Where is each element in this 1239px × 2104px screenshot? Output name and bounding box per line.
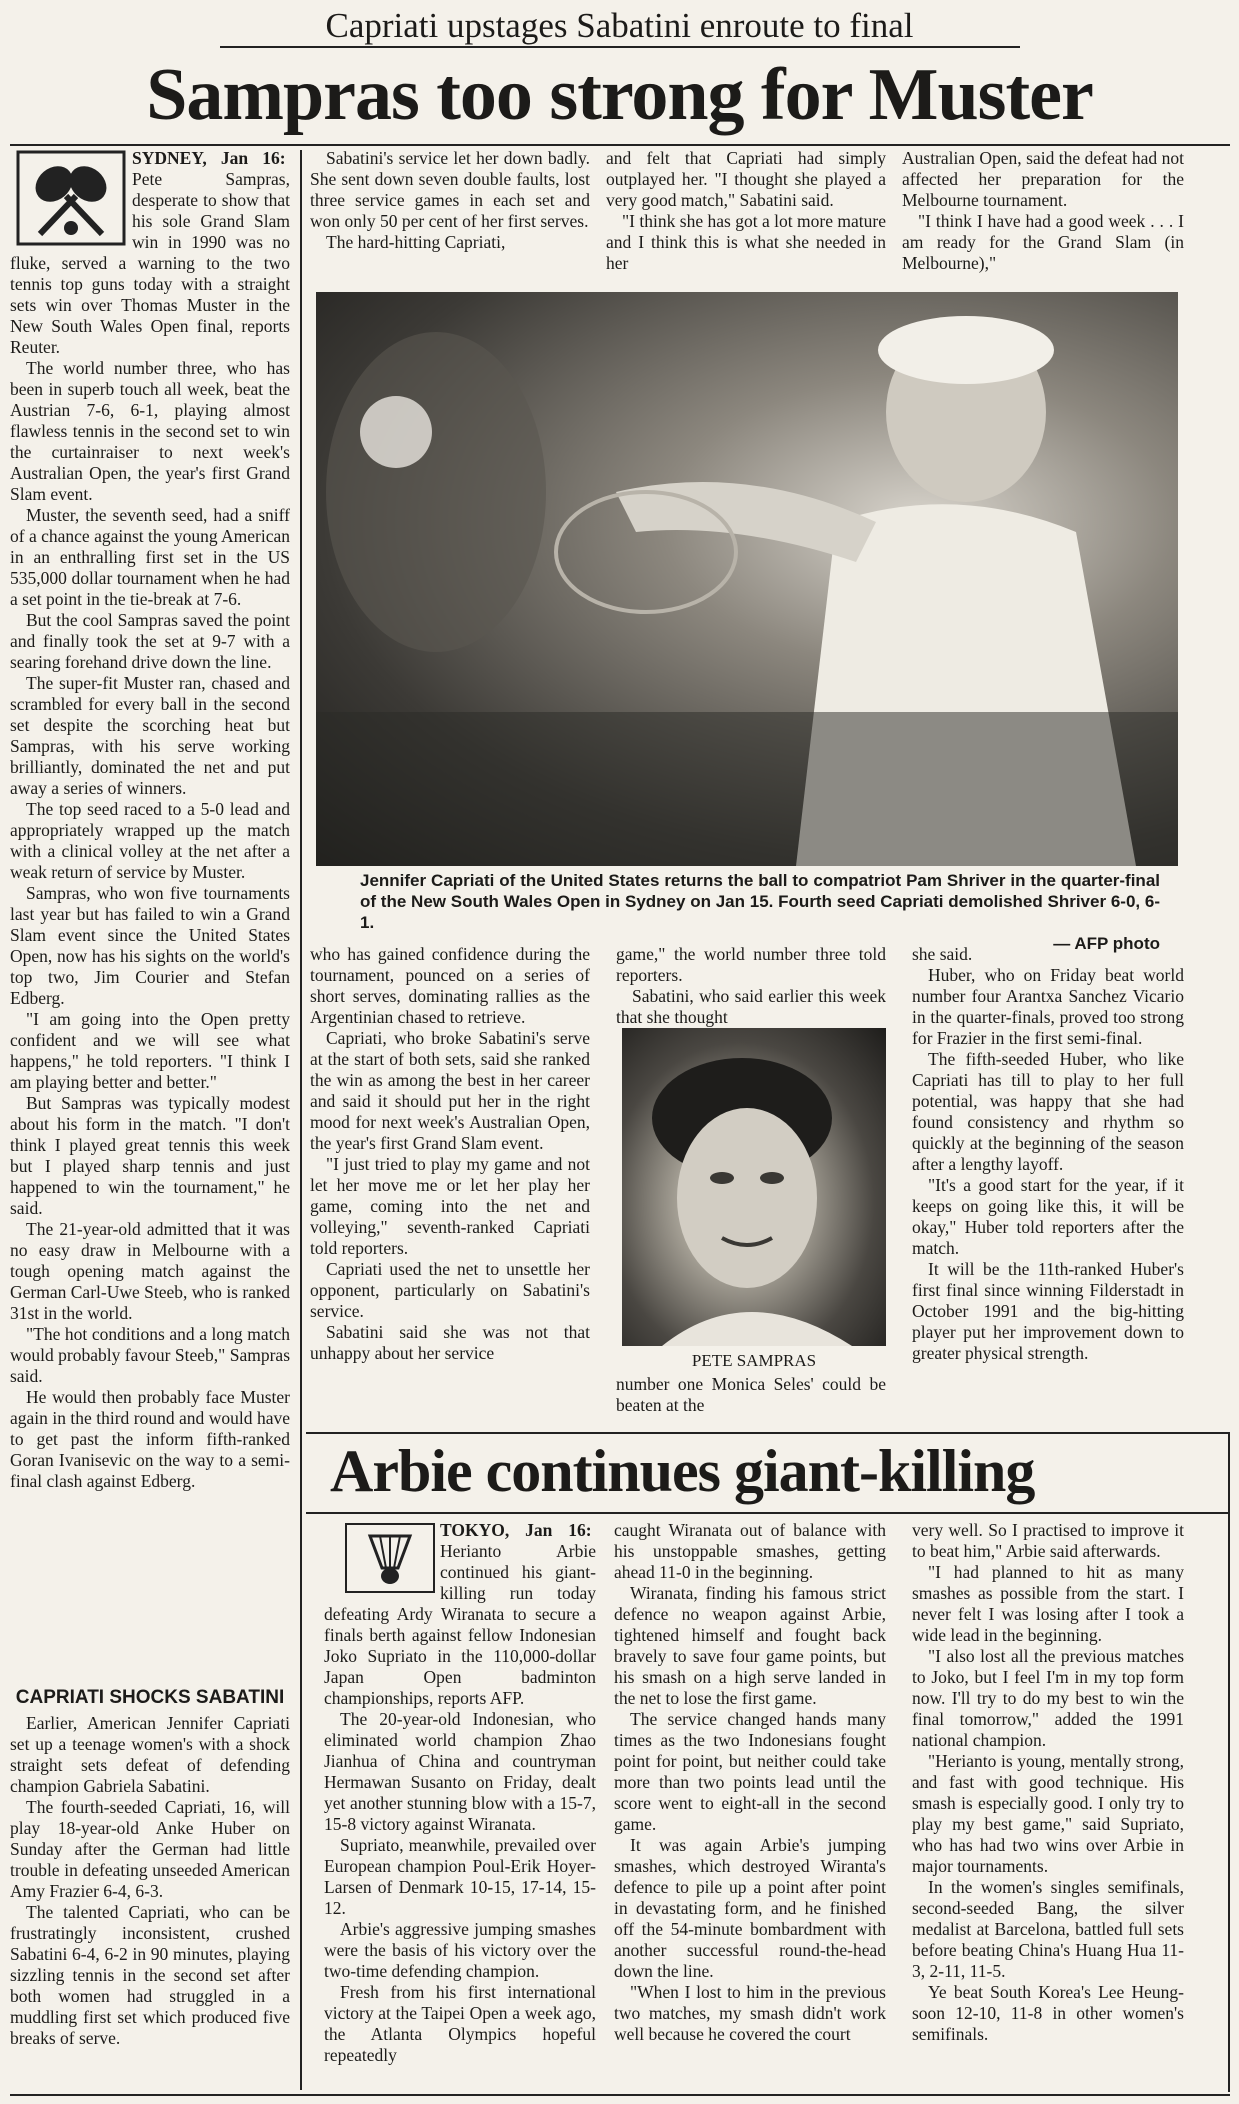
column-rule [300, 150, 302, 2090]
paragraph: It will be the 11th-ranked Huber's first final since winning Filderstadt in October 1991 and the big-hitting player put her improvement down to greater physical strength. [912, 1259, 1184, 1363]
paragraph: Sabatini, who said earlier this week that she thought [616, 986, 886, 1027]
paragraph: "I had planned to hit as many smashes as possible from the start. I never felt I was losing after I took a wide lead in the beginning. [912, 1562, 1184, 1645]
story1-column-3-top [606, 148, 886, 282]
headline-2: Arbie continues giant-killing [330, 1438, 1035, 1504]
paragraph: "I think I have had a good week . . . I am ready for the Grand Slam (in Melbourne)," [902, 211, 1184, 273]
paragraph: But Sampras was typically modest about his form in the match. "I don't think I played great tennis this week but I played sharp tennis and just happened to win the tournament," he said. [10, 1093, 290, 1218]
paragraph: Sabatini's service let her down badly. She sent down seven double faults, lost three service games in each set and won only 50 per cent of her first serves. [310, 148, 590, 231]
story2-dateline: TOKYO, Jan 16: [440, 1520, 592, 1540]
paragraph: caught Wiranata out of balance with his unstoppable smashes, getting ahead 11-0 in the beginning. [614, 1520, 886, 1582]
photo-credit: — AFP photo [1053, 934, 1160, 953]
paragraph: "I think she has got a lot more mature and I think this is what she needed in her [606, 211, 886, 273]
paragraph: The talented Capriati, who can be frustratingly inconsistent, crushed Sabatini 6-4, 6-2 in 90 minutes, playing sizzling tennis in the second set after both women had struggled in a muddling first set which produced five breaks of serve. [10, 1902, 290, 2048]
paragraph: He would then probably face Muster again in the third round and would have to get past the inform fifth-ranked Goran Ivanisevic on the way to a semi-final clash against Edberg. [10, 1387, 290, 1491]
story1-column-2-mid [310, 944, 590, 1428]
paragraph: Arbie's aggressive jumping smashes were the basis of his victory over the two-time defending champion. [324, 1919, 596, 1981]
paragraph: Herianto Arbie continued his giant-killing run today defeating Ardy Wiranata to secure a finals berth against fellow Indonesian Joko Supriato in the 110,000-dollar Japan Open badminton championships, reports AFP. [324, 1541, 596, 1708]
paragraph: Sampras, who won five tournaments last year but has failed to win a Grand Slam event since the United States Open, now has his sights on the world's top two, Jim Courier and Stefan Edberg. [10, 883, 290, 1008]
paragraph: The world number three, who has been in superb touch all week, beat the Austrian 7-6, 6-1, playing almost flawless tennis in the second set to win the curtainraiser to next week's Australian Open, the year's first Grand Slam event. [10, 358, 290, 504]
paragraph: In the women's singles semifinals, second-seeded Bang, the silver medalist at Barcelona, battled full sets before beating China's Huang Hua 11-3, 2-11, 11-5. [912, 1877, 1184, 1981]
paragraph: Sabatini said she was not that unhappy about her service [310, 1322, 590, 1363]
story1-column-3-bottom [616, 1374, 886, 1420]
paragraph: The super-fit Muster ran, chased and scrambled for every ball in the second set despite the scorching heat but Sampras, with his serve working brilliantly, dominated the net and put away a series of winners. [10, 673, 290, 798]
story1-column-1 [10, 148, 290, 1491]
paragraph: she said. [912, 944, 973, 964]
paragraph: Muster, the seventh seed, had a sniff of a chance against the young American in an enthralling first set in the US 535,000 dollar tournament when he had a set point in the tie-break at 7-6. [10, 505, 290, 609]
bottom-rule [10, 2094, 1230, 2096]
paragraph: The top seed raced to a 5-0 lead and appropriately wrapped up the match with a clinical volley at the net after a weak return of service by Muster. [10, 799, 290, 882]
paragraph: Wiranata, finding his famous strict defence no weapon against Arbie, tightened himself and fought back bravely to save four game points, but his smash on a high serve landed in the net to lose the first game. [614, 1583, 886, 1708]
kicker-rule [220, 46, 1020, 48]
paragraph: Supriato, meanwhile, prevailed over European champion Poul-Erik Hoyer-Larsen of Denmark 10-15, 17-14, 15-12. [324, 1835, 596, 1918]
paragraph: The fourth-seeded Capriati, 16, will play 18-year-old Anke Huber on Sunday after the German had little trouble in defeating unseeded American Amy Frazier 6-4, 6-3. [10, 1797, 290, 1901]
right-border [1228, 1432, 1230, 2092]
paragraph: "Herianto is young, mentally strong, and fast with good technique. His smash is especially good. I only try to play my best game," said Supriato, who has had two wins over Arbie in major tournaments. [912, 1751, 1184, 1876]
subhead: CAPRIATI SHOCKS SABATINI [15, 1687, 285, 1708]
headline-2-rule [306, 1512, 1230, 1514]
paragraph: Fresh from his first international victory at the Taipei Open a week ago, the Atlanta Olympics hopeful repeatedly [324, 1982, 596, 2065]
paragraph: very well. So I practised to improve it to beat him," Arbie said afterwards. [912, 1520, 1184, 1561]
paragraph: Capriati, who broke Sabatini's serve at the start of both sets, said she ranked the win as among the best in her career and said it should put her in the right mood for next week's Australian Open, the year's first Grand Slam event. [310, 1028, 590, 1153]
paragraph: But the cool Sampras saved the point and finally took the set at 9-7 with a searing forehand drive down the line. [10, 610, 290, 672]
paragraph: game," the world number three told reporters. [616, 944, 886, 985]
paragraph: "The hot conditions and a long match would probably favour Steeb," Sampras said. [10, 1324, 290, 1386]
paragraph: The fifth-seeded Huber, who like Capriati has till to play to her full potential, was happy that she had found consistency and rhythm so quickly at the beginning of the season after a lengthy layoff. [912, 1049, 1184, 1174]
story2-column-2 [614, 1520, 886, 2092]
paragraph: Ye beat South Korea's Lee Heung-soon 12-10, 11-8 in other women's semifinals. [912, 1982, 1184, 2044]
paragraph: "I just tried to play my game and not let her move me or let her play her game, coming into the net and volleying," seventh-ranked Capriati told reporters. [310, 1154, 590, 1258]
paragraph: who has gained confidence during the tournament, pounced on a series of short serves, dominating rallies as the Argentinian chased to retrieve. [310, 944, 590, 1027]
story2-column-3 [912, 1520, 1184, 2092]
story2-rule [306, 1432, 1230, 1434]
paragraph: Huber, who on Friday beat world number four Arantxa Sanchez Vicario in the quarter-finals, proved too strong for Frazier in the first semi-final. [912, 965, 1184, 1048]
story1-column-2-top [310, 148, 590, 282]
paragraph: and felt that Capriati had simply outplayed her. "I thought she played a very good match," Sabatini said. [606, 148, 886, 210]
paragraph: Capriati used the net to unsettle her opponent, particularly on Sabatini's service. [310, 1259, 590, 1321]
kicker: Capriati upstages Sabatini enroute to final [325, 6, 914, 45]
sampras-photo [622, 1028, 886, 1346]
story1-dateline: SYDNEY, Jan 16: [132, 148, 286, 168]
paragraph: Pete Sampras, desperate to show that his sole Grand Slam win in 1990 was no fluke, served a warning to the two tennis top guns today with a straight sets win over Thomas Muster in the New South Wales Open final, reports Reuter. [10, 169, 290, 357]
story1-column-4-top [902, 148, 1184, 282]
sampras-photo-label: PETE SAMPRAS [691, 1351, 817, 1370]
story1-column-3-mid [616, 944, 886, 1027]
paragraph: The hard-hitting Capriati, [326, 232, 506, 252]
photo-caption [360, 870, 1160, 954]
paragraph: "When I lost to him in the previous two matches, my smash didn't work well because he covered the court [614, 1982, 886, 2044]
headline: Sampras too strong for Muster [146, 54, 1093, 136]
capriati-photo [316, 292, 1178, 866]
caption-text: Jennifer Capriati of the United States returns the ball to compatriot Pam Shriver in the quarter-final of the New South Wales Open in Sydney on Jan 15. Fourth seed Capriati demolished Shriver 6-0, 6-1. [360, 871, 1160, 932]
paragraph: "I am going into the Open pretty confident and we will see what happens," he told reporters. "I think I am playing better and better." [10, 1009, 290, 1092]
paragraph: The 21-year-old admitted that it was no easy draw in Melbourne with a tough opening match against the German Carl-Uwe Steeb, who is ranked 31st in the world. [10, 1219, 290, 1323]
paragraph: number one Monica Seles' could be beaten at the [616, 1374, 886, 1415]
story1-column-1-lower [10, 1680, 290, 2092]
paragraph: Australian Open, said the defeat had not affected her preparation for the Melbourne tournament. [902, 148, 1184, 210]
story1-column-4-mid [912, 944, 1184, 1422]
paragraph: The 20-year-old Indonesian, who eliminated world champion Zhao Jianhua of China and countryman Hermawan Susanto on Friday, dealt yet another stunning blow with a 15-7, 15-8 victory against Wiranata. [324, 1709, 596, 1834]
paragraph: "I also lost all the previous matches to Joko, but I feel I'm in my top form now. I'll try to do my best to win the final tomorrow," added the 1991 national champion. [912, 1646, 1184, 1750]
paragraph: Earlier, American Jennifer Capriati set up a teenage women's with a shock straight sets defeat of defending champion Gabriela Sabatini. [10, 1713, 290, 1796]
headline-rule [10, 144, 1230, 146]
story2-column-1 [324, 1520, 596, 2092]
paragraph: It was again Arbie's jumping smashes, which destroyed Wiranta's defence to pile up a point after point in devastating form, and he finished off the 54-minute bombardment with another successful round-the-head down the line. [614, 1835, 886, 1981]
paragraph: The service changed hands many times as the two Indonesians fought point for point, but neither could take more than two points lead until the score went to eight-all in the second game. [614, 1709, 886, 1834]
paragraph: "It's a good start for the year, if it keeps on going like this, it will be okay," Huber told reporters after the match. [912, 1175, 1184, 1258]
